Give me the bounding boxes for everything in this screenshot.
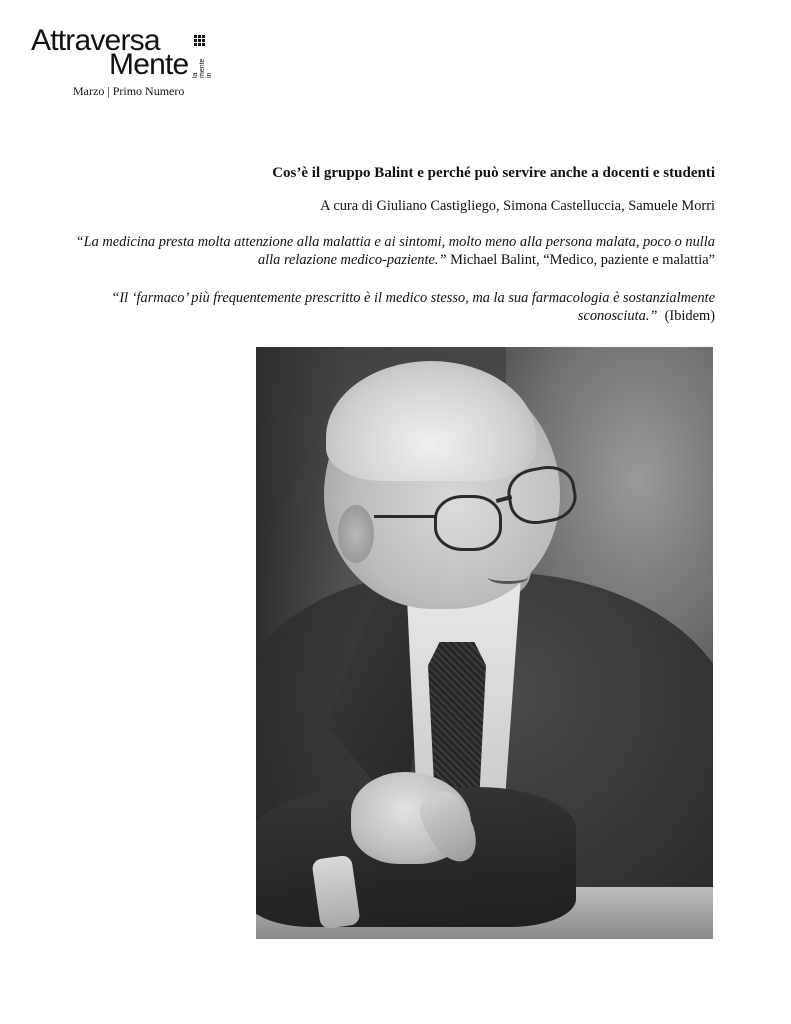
logo-word-attraversa: Attraversa: [31, 24, 160, 57]
logo-word-mente: Mente: [109, 48, 189, 81]
article-title: Cos’è il gruppo Balint e perché può servire anche a docenti e studenti: [272, 165, 715, 181]
photo-mouth: [488, 571, 528, 584]
epigraph-quote: [55, 233, 715, 269]
logo-vertical-tagline: [192, 52, 213, 78]
quote-attribution: (Ibidem): [664, 308, 715, 324]
logo-vertical-word: mente: [199, 58, 206, 78]
logo-vertical-word: in: [206, 72, 213, 78]
photo-glasses-temple: [374, 515, 436, 518]
logo-vertical-word: la: [192, 72, 199, 78]
photo-hair: [326, 361, 536, 481]
quote-text: “La medicina presta molta attenzione alla malattia e ai sintomi, molto meno alla persona malata, poco o nulla alla relazione medico-paziente.”: [75, 234, 715, 268]
article-authors: A cura di Giuliano Castigliego, Simona Castelluccia, Samuele Morri: [320, 198, 715, 214]
logo-grid-icon: [194, 35, 206, 47]
quote-attribution: Michael Balint, “Medico, paziente e malattia”: [450, 252, 715, 268]
epigraph-quote: [75, 289, 715, 325]
issue-label: Marzo | Primo Numero: [73, 84, 185, 98]
quote-text: “Il ‘farmaco’ più frequentemente prescritto è il medico stesso, ma la sua farmacologia è sostanzialmente sconosciuta.”: [111, 290, 715, 324]
photo-ear: [338, 505, 374, 563]
portrait-photo: [256, 347, 713, 939]
photo-glasses-lens: [434, 495, 502, 551]
